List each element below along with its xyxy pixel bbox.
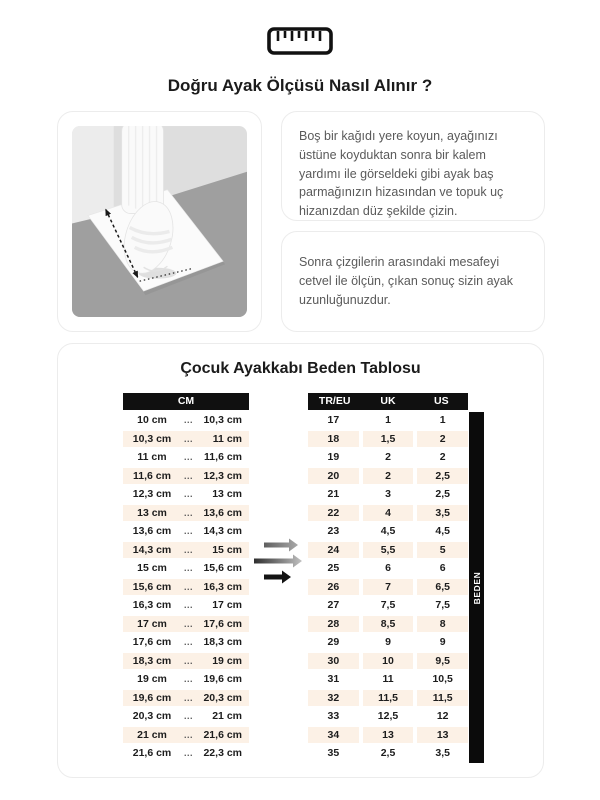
table-cell: 21 cm (137, 728, 167, 741)
table-row (308, 597, 468, 614)
table-cell: 33 (308, 708, 359, 725)
table-cell: 3 (363, 486, 414, 503)
table-cell: 2 (363, 449, 414, 466)
table-cell: 11,6 cm (133, 469, 171, 482)
table-cell: 22 (308, 505, 359, 522)
table-cell: 4,5 (417, 523, 468, 540)
table-row (308, 616, 468, 633)
size-table-title: Çocuk Ayakkabı Beden Tablosu (180, 360, 421, 377)
table-row (123, 597, 249, 614)
table-cell: 20 (308, 468, 359, 485)
table-row (308, 579, 468, 596)
size-chart-header-treu: TR/EU (318, 395, 351, 407)
table-row (123, 579, 249, 596)
table-cell: 12,3 cm (132, 488, 172, 501)
size-chart-header-us: US (434, 395, 449, 407)
table-cell: 5 (417, 542, 468, 559)
table-cell: 29 (308, 634, 359, 651)
table-cell: 22,3 cm (203, 747, 242, 760)
table-row (123, 431, 249, 448)
table-cell: 15,6 cm (203, 562, 242, 575)
table-cell: 8,5 (363, 616, 414, 633)
table-cell: 2 (417, 431, 468, 448)
table-cell: ... (183, 544, 193, 555)
table-cell: ... (183, 711, 193, 722)
table-cell: 11,5 (417, 690, 468, 707)
instruction-text-1: Boş bir kağıdı yere koyun, ayağınızı üstüne koyduktan sonra bir kalem yardımı ile görseldeki gibi ayak baş parmağınızın hizasından ve topuk uç hizanızdan düz şekilde çizin. (299, 129, 504, 218)
table-cell: 15 cm (212, 543, 242, 556)
table-cell: 24 (308, 542, 359, 559)
table-row (123, 653, 249, 670)
table-cell: 10,5 (417, 671, 468, 688)
table-cell: 19,6 cm (203, 673, 242, 686)
table-row (123, 616, 249, 633)
cm-table-body (123, 412, 249, 762)
table-cell: 7,5 (417, 597, 468, 614)
table-cell: 34 (308, 727, 359, 744)
size-chart-header-row (308, 393, 468, 410)
table-cell: ... (183, 581, 193, 592)
table-row (308, 431, 468, 448)
instruction-card-2 (281, 231, 545, 332)
table-cell: 5,5 (363, 542, 414, 559)
table-cell: 17 cm (212, 599, 242, 612)
table-cell: 13,6 cm (203, 506, 242, 519)
table-row (308, 708, 468, 725)
size-table-card (57, 343, 544, 778)
table-cell: 13 cm (212, 488, 242, 501)
table-cell: ... (183, 507, 193, 518)
table-cell: ... (183, 470, 193, 481)
table-cell: 4,5 (363, 523, 414, 540)
table-cell: 32 (308, 690, 359, 707)
table-row (308, 560, 468, 577)
table-cell: 8 (417, 616, 468, 633)
table-cell: 30 (308, 653, 359, 670)
size-chart-body (308, 412, 468, 762)
table-cell: 11 (363, 671, 414, 688)
table-cell: 12,5 (363, 708, 414, 725)
table-cell: 6 (417, 560, 468, 577)
table-cell: ... (183, 692, 193, 703)
table-cell: ... (183, 415, 193, 426)
table-cell: 7,5 (363, 597, 414, 614)
table-cell: 19 cm (212, 654, 242, 667)
table-cell: 20,3 cm (203, 691, 242, 704)
table-cell: 15,6 cm (132, 580, 172, 593)
table-cell: ... (183, 748, 193, 759)
table-cell: 21,6 cm (132, 747, 172, 760)
table-cell: ... (183, 526, 193, 537)
table-row (308, 468, 468, 485)
table-cell: 13 cm (137, 506, 167, 519)
table-cell: 11 cm (137, 451, 167, 464)
table-cell: 25 (308, 560, 359, 577)
table-cell: ... (183, 655, 193, 666)
table-cell: 13 (417, 727, 468, 744)
table-row (123, 468, 249, 485)
table-cell: 15 cm (137, 562, 167, 575)
table-cell: 21 cm (212, 710, 242, 723)
table-cell: 35 (308, 745, 359, 762)
ruler-icon (267, 26, 333, 61)
table-cell: ... (183, 729, 193, 740)
table-cell: 13 (363, 727, 414, 744)
table-row (308, 449, 468, 466)
table-cell: 6,5 (417, 579, 468, 596)
table-cell: 1,5 (363, 431, 414, 448)
table-row (123, 671, 249, 688)
table-cell: 11 cm (212, 432, 242, 445)
cm-table (123, 393, 249, 762)
table-cell: 2,5 (363, 745, 414, 762)
foot-measurement-photo (72, 126, 247, 317)
table-cell: ... (183, 618, 193, 629)
size-chart-table (308, 393, 468, 762)
table-cell: 9,5 (417, 653, 468, 670)
table-cell: 16,3 cm (132, 599, 172, 612)
table-cell: 13,6 cm (132, 525, 172, 538)
table-row (123, 486, 249, 503)
table-cell: 26 (308, 579, 359, 596)
table-cell: ... (183, 600, 193, 611)
table-cell: 16,3 cm (203, 580, 242, 593)
table-cell: 23 (308, 523, 359, 540)
beden-side-label: BEDEN (469, 412, 484, 763)
table-cell: 2 (417, 449, 468, 466)
table-cell: 4 (363, 505, 414, 522)
table-cell: ... (183, 433, 193, 444)
table-row (123, 745, 249, 762)
table-cell: 18 (308, 431, 359, 448)
table-cell: 10 (363, 653, 414, 670)
table-cell: 27 (308, 597, 359, 614)
table-row (308, 486, 468, 503)
table-cell: 11,5 (363, 690, 414, 707)
table-cell: 3,5 (417, 505, 468, 522)
table-cell: 9 (417, 634, 468, 651)
instruction-text-2: Sonra çizgilerin arasındaki mesafeyi cetvel ile ölçün, çıkan sonuç sizin ayak uzunluğunuzdur. (299, 255, 513, 307)
table-cell: 12 (417, 708, 468, 725)
transfer-arrows-icon (252, 534, 304, 590)
table-row (123, 412, 249, 429)
table-cell: 14,3 cm (203, 525, 242, 538)
table-cell: 28 (308, 616, 359, 633)
table-row (308, 671, 468, 688)
table-cell: 7 (363, 579, 414, 596)
table-row (123, 634, 249, 651)
table-cell: 12,3 cm (203, 469, 242, 482)
table-cell: 21 (308, 486, 359, 503)
table-cell: 19,6 cm (132, 691, 172, 704)
table-row (308, 523, 468, 540)
table-cell: 18,3 cm (203, 636, 242, 649)
table-cell: 1 (417, 412, 468, 429)
table-cell: ... (183, 674, 193, 685)
table-row (308, 505, 468, 522)
table-row (308, 745, 468, 762)
table-cell: 2 (363, 468, 414, 485)
table-cell: 17,6 cm (132, 636, 172, 649)
table-cell: 6 (363, 560, 414, 577)
table-cell: ... (183, 489, 193, 500)
table-row (308, 653, 468, 670)
table-cell: 2,5 (417, 486, 468, 503)
cm-table-header: CM (123, 393, 249, 410)
table-row (123, 505, 249, 522)
table-cell: 17 (308, 412, 359, 429)
table-row (123, 560, 249, 577)
table-cell: 21,6 cm (203, 728, 242, 741)
table-row (308, 542, 468, 559)
table-cell: 2,5 (417, 468, 468, 485)
table-row (308, 690, 468, 707)
table-cell: 10,3 cm (203, 414, 242, 427)
table-cell: 19 (308, 449, 359, 466)
table-cell: 20,3 cm (132, 710, 172, 723)
size-chart-header-uk: UK (380, 395, 396, 407)
table-cell: 3,5 (417, 745, 468, 762)
table-cell: ... (183, 637, 193, 648)
table-cell: ... (183, 563, 193, 574)
table-row (123, 727, 249, 744)
table-cell: 10,3 cm (132, 432, 172, 445)
table-cell: 1 (363, 412, 414, 429)
table-cell: 9 (363, 634, 414, 651)
table-row (308, 727, 468, 744)
table-cell: 18,3 cm (132, 654, 172, 667)
table-cell: 17 cm (137, 617, 167, 630)
table-row (308, 634, 468, 651)
table-row (123, 542, 249, 559)
table-cell: 31 (308, 671, 359, 688)
table-row (308, 412, 468, 429)
table-cell: 14,3 cm (132, 543, 172, 556)
page-title: Doğru Ayak Ölçüsü Nasıl Alınır ? (167, 76, 433, 95)
instruction-card-1 (281, 111, 545, 221)
table-cell: 19 cm (137, 673, 167, 686)
table-row (123, 708, 249, 725)
table-row (123, 449, 249, 466)
table-cell: 10 cm (137, 414, 167, 427)
table-cell: ... (183, 452, 193, 463)
table-cell: 11,6 cm (204, 451, 242, 464)
table-cell: 17,6 cm (203, 617, 242, 630)
table-row (123, 523, 249, 540)
table-row (123, 690, 249, 707)
measurement-photo-card (57, 111, 262, 332)
